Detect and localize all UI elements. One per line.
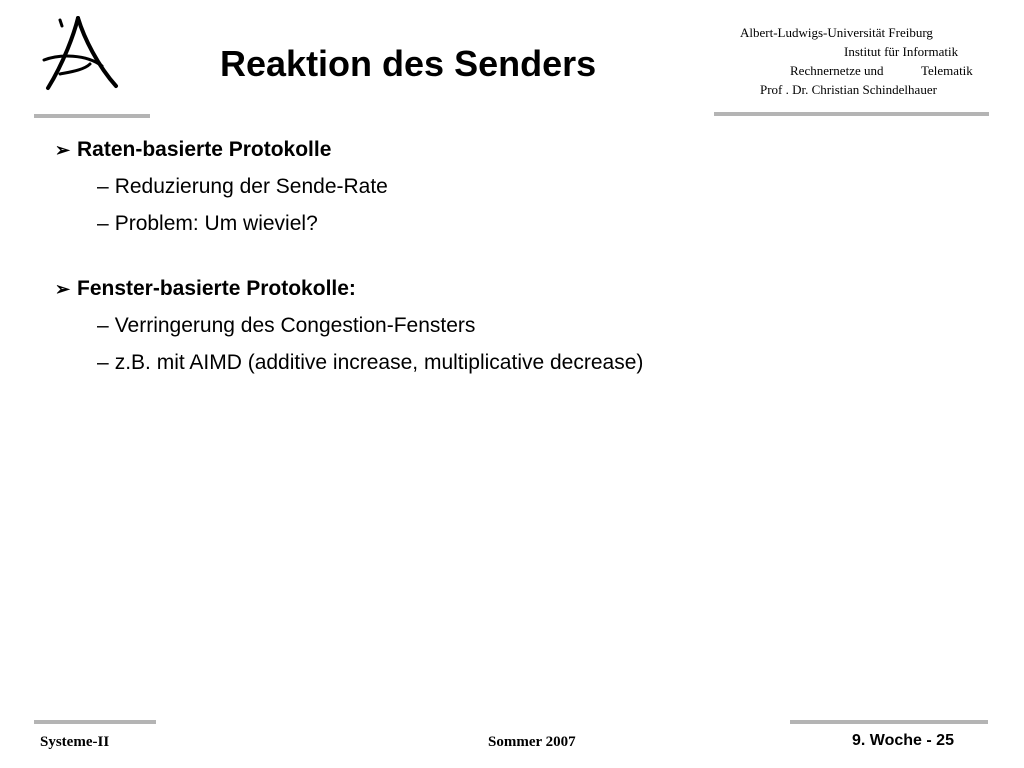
university-logo-icon bbox=[40, 14, 124, 94]
footer-course-name: Systeme-II bbox=[40, 734, 110, 750]
bullet-group bbox=[55, 136, 995, 238]
sub-item-text: Reduzierung der Sende-Rate bbox=[114, 175, 388, 198]
sub-item-text: Problem: Um wieviel? bbox=[114, 212, 318, 235]
footer-divider-left bbox=[34, 720, 156, 724]
sub-item-text: Verringerung des Congestion-Fensters bbox=[114, 314, 476, 337]
dash-marker: – bbox=[97, 351, 109, 374]
arrowhead-bullet-icon: ➢ bbox=[55, 279, 71, 299]
dash-marker: – bbox=[97, 212, 109, 235]
dash-marker: – bbox=[97, 314, 109, 337]
sub-item bbox=[97, 173, 995, 201]
sub-item-text: z.B. mit AIMD (additive increase, multiplicative decrease) bbox=[114, 351, 644, 374]
sub-item bbox=[97, 312, 995, 340]
page-title: Reaktion des Senders bbox=[220, 43, 597, 84]
dash-marker: – bbox=[97, 175, 109, 198]
bullet-group bbox=[55, 275, 995, 377]
footer-divider-right bbox=[790, 720, 988, 724]
institution-line-professor: Prof . Dr. Christian Schindelhauer bbox=[760, 82, 937, 97]
slide-content bbox=[55, 136, 995, 377]
bullet-heading bbox=[55, 275, 995, 303]
institution-line-institute: Institut für Informatik bbox=[844, 44, 959, 59]
institution-line-chair-part1: Rechnernetze und bbox=[790, 63, 884, 78]
institution-line-chair-part2: Telematik bbox=[921, 63, 973, 78]
bullet-heading-text: Fenster-basierte Protokolle: bbox=[77, 277, 356, 300]
bullet-heading bbox=[55, 136, 995, 164]
arrowhead-bullet-icon: ➢ bbox=[55, 140, 71, 160]
footer-page-number: 9. Woche - 25 bbox=[852, 732, 954, 749]
header-divider-left bbox=[34, 114, 150, 118]
institution-line-university: Albert-Ludwigs-Universität Freiburg bbox=[740, 25, 933, 40]
bullet-heading-text: Raten-basierte Protokolle bbox=[77, 138, 332, 161]
sub-item bbox=[97, 210, 995, 238]
sub-item bbox=[97, 349, 995, 377]
footer-semester: Sommer 2007 bbox=[488, 734, 576, 750]
header-divider-right bbox=[714, 112, 989, 116]
